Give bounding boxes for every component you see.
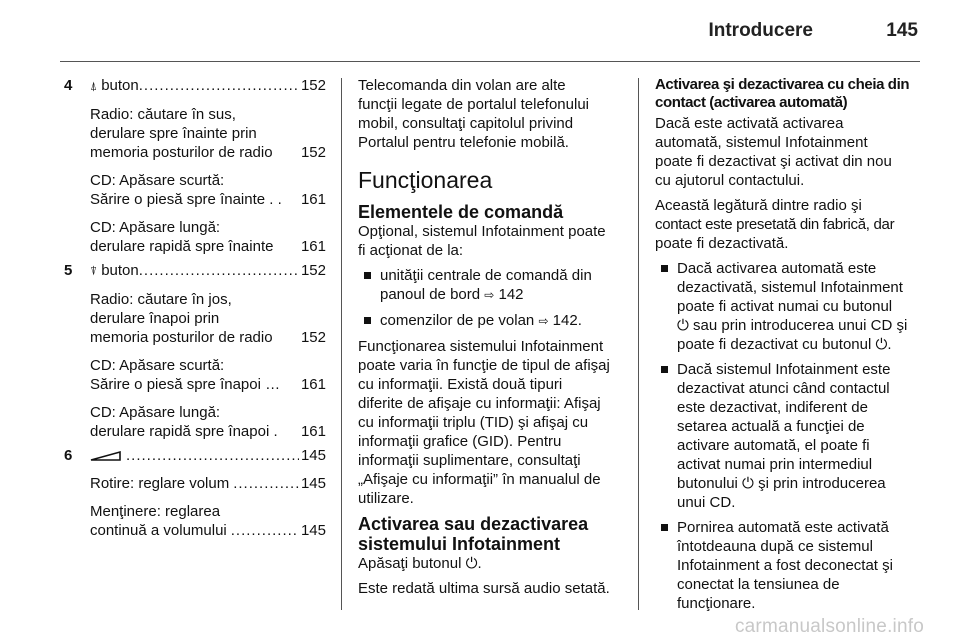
paragraph: Opţional, sistemul Infotainment poate fi acţionat de la: bbox=[358, 223, 606, 259]
paragraph: Această legătură dintre radio şi contact este presetată din fabrică, dar poate fi dezactivată. bbox=[655, 197, 895, 252]
seek-down-icon: ⍒ bbox=[90, 264, 98, 278]
bullet-item: comenzilor de pe volan ⇨ 142. bbox=[358, 311, 624, 331]
header-rule bbox=[60, 61, 920, 62]
subsection-heading: Activarea şi dezactivarea cu cheia din contact (activarea automată) bbox=[655, 76, 910, 111]
item-number: 6 bbox=[64, 447, 73, 464]
description-line: CD: Apăsare scurtă: bbox=[90, 357, 225, 374]
item-5 bbox=[64, 261, 326, 441]
column-divider bbox=[341, 78, 342, 610]
bullet-item: Dacă sistemul Infotainment este dezactivat atunci când contactul este dezactivat, indiferent de setarea actuală a funcţiei de activare automată, el poate fi activat numai prin intermediul butonului ⏻ şi prin introducerea unui CD. bbox=[655, 360, 923, 512]
description-line: derulare rapidă spre înainte bbox=[90, 238, 274, 255]
seek-up-icon: ⍋ bbox=[90, 79, 98, 93]
intro-paragraph: Telecomanda din volan are alte funcţii legate de portalul telefonului mobil, consultaţi capitolul privind Portalul pentru telefonie mobilă. bbox=[358, 77, 589, 151]
item-4 bbox=[64, 76, 326, 256]
page-ref: 161 bbox=[300, 238, 326, 255]
volume-knob-icon bbox=[90, 450, 122, 462]
column-2 bbox=[358, 76, 624, 604]
description-line: Menţinere: reglarea bbox=[90, 503, 221, 520]
description-line: Radio: căutare în sus, bbox=[90, 106, 236, 123]
page-ref: 152 bbox=[300, 262, 326, 279]
page-number: 145 bbox=[886, 20, 918, 41]
description-line: memoria posturilor de radio bbox=[90, 144, 273, 161]
paragraph: Apăsaţi butonul ⏻. bbox=[358, 555, 482, 572]
item-label: buton bbox=[101, 77, 139, 94]
page-ref: 161 bbox=[300, 423, 326, 440]
page-header-title: Introducere bbox=[708, 20, 813, 41]
description-line: Radio: căutare în jos, bbox=[90, 291, 232, 308]
item-number: 5 bbox=[64, 262, 73, 279]
paragraph: Dacă este activată activarea automată, sistemul Infotainment poate fi dezactivat şi activat din nou cu ajutorul contactului. bbox=[655, 115, 892, 189]
description-line: CD: Apăsare lungă: bbox=[90, 219, 221, 236]
cross-reference-arrow-icon: ⇨ bbox=[538, 314, 549, 328]
item-label: buton bbox=[101, 262, 139, 279]
page-ref: 145 bbox=[300, 522, 326, 539]
description-line: CD: Apăsare scurtă: bbox=[90, 172, 225, 189]
description-line: Sărire o piesă spre înainte . . bbox=[90, 191, 282, 208]
description-line: Sărire o piesă spre înapoi … bbox=[90, 376, 281, 393]
page-ref: 152 bbox=[300, 77, 326, 94]
description-line: continuă a volumului bbox=[90, 522, 227, 539]
paragraph: Funcţionarea sistemului Infotainment poate varia în funcţie de tipul de afişaj cu informaţii. Există două tipuri diferite de afişaje cu informaţii: Afişaj cu informaţii triplu (TID) şi afişaj cu informaţii grafice (GID). Pentru informaţii suplimentare, consultaţi „Afişaje cu informaţii” în manualul de utilizare. bbox=[358, 338, 610, 507]
watermark: carmanualsonline.info bbox=[734, 616, 924, 637]
page-ref: 145 bbox=[300, 447, 326, 464]
description-line: Rotire: reglare volum bbox=[90, 475, 230, 492]
item-6 bbox=[64, 446, 326, 540]
column-1 bbox=[64, 76, 326, 545]
page-ref: 161 bbox=[300, 191, 326, 208]
subsection-heading: Elementele de comandă bbox=[358, 202, 564, 222]
bullet-item: unităţii centrale de comandă din panoul de bord ⇨ 142 bbox=[358, 266, 624, 305]
column-divider bbox=[638, 78, 639, 610]
description-line: memoria posturilor de radio bbox=[90, 329, 273, 346]
description-line: derulare spre înainte prin bbox=[90, 125, 257, 142]
description-line: derulare rapidă spre înapoi . bbox=[90, 423, 278, 440]
bullet-item: Dacă activarea automată este dezactivată, sistemul Infotainment poate fi activat numai cu butonul ⏻ sau prin introducerea unui CD şi poate fi dezactivat cu butonul ⏻. bbox=[655, 259, 923, 354]
description-line: CD: Apăsare lungă: bbox=[90, 404, 221, 421]
page-ref: 152 bbox=[300, 144, 326, 161]
page-ref: 145 bbox=[300, 475, 326, 492]
section-heading: Funcţionarea bbox=[358, 167, 493, 193]
subsection-heading: Activarea sau dezactivarea sistemului Infotainment bbox=[358, 514, 589, 554]
item-number: 4 bbox=[64, 77, 73, 94]
column-3 bbox=[655, 76, 923, 619]
cross-reference-arrow-icon: ⇨ bbox=[484, 288, 495, 302]
page-ref: 142 bbox=[498, 286, 524, 303]
bullet-item: Pornirea automată este activată întotdeauna după ce sistemul Infotainment a fost deconectat şi conectat la tensiunea de funcţionare. bbox=[655, 518, 923, 613]
page-ref: 152 bbox=[300, 329, 326, 346]
page-ref: 161 bbox=[300, 376, 326, 393]
description-line: derulare înapoi prin bbox=[90, 310, 220, 327]
paragraph: Este redată ultima sursă audio setată. bbox=[358, 580, 610, 597]
page-ref: 142. bbox=[552, 312, 582, 329]
